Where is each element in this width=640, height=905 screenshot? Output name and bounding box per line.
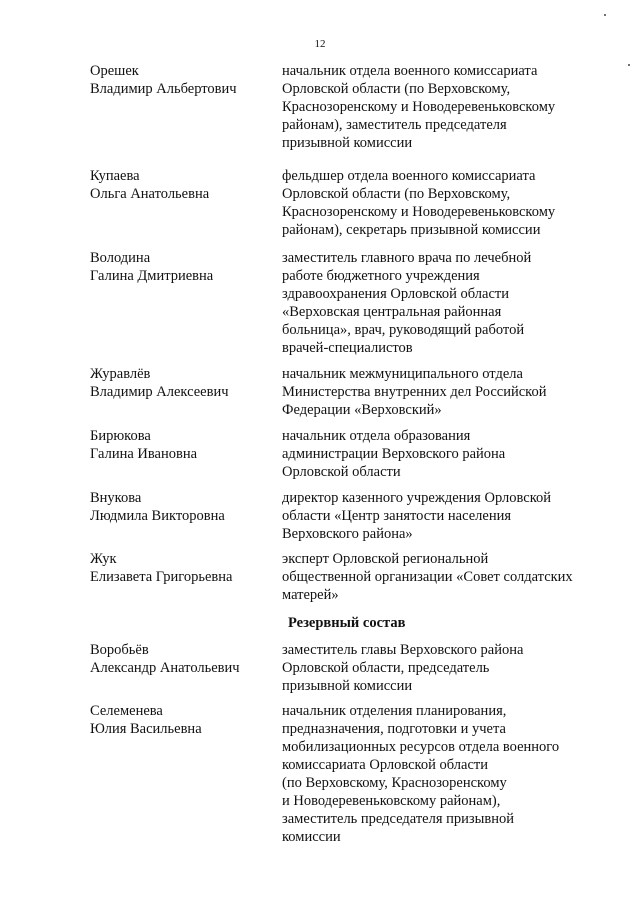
given-names: Галина Ивановна — [90, 446, 198, 462]
given-names: Галина Дмитриевна — [90, 268, 214, 284]
surname: Орешек — [90, 63, 139, 79]
surname: Воробьёв — [90, 642, 149, 658]
given-names: Александр Анатольевич — [90, 660, 240, 676]
member-role — [282, 489, 602, 543]
role-line: призывной комиссии — [282, 135, 413, 151]
role-line: начальник отделения планирования, — [282, 703, 507, 719]
role-line: директор казенного учреждения Орловской — [282, 490, 552, 506]
member-role — [282, 249, 602, 357]
surname: Жук — [90, 551, 117, 567]
role-line: «Верховская центральная районная — [282, 304, 502, 320]
given-names: Владимир Альбертович — [90, 81, 237, 97]
member-role — [282, 641, 602, 695]
role-line: фельдшер отдела военного комиссариата — [282, 168, 536, 184]
role-line: области «Центр занятости населения — [282, 508, 512, 524]
given-names: Ольга Анатольевна — [90, 186, 210, 202]
role-line: работе бюджетного учреждения — [282, 268, 480, 284]
surname: Бирюкова — [90, 428, 151, 444]
member-role — [282, 550, 602, 604]
role-line: Краснозоренскому и Новодеревеньковскому — [282, 204, 556, 220]
member-name — [90, 167, 275, 203]
role-line: Верховского района» — [282, 526, 413, 542]
role-line: мобилизационных ресурсов отдела военного — [282, 739, 560, 755]
role-line: Министерства внутренних дел Российской — [282, 384, 547, 400]
member-name — [90, 62, 275, 98]
page-number: 12 — [314, 38, 326, 50]
role-line: районам), заместитель председателя — [282, 117, 507, 133]
role-line: и Новодеревеньковскому районам), — [282, 793, 501, 809]
scan-speck — [604, 14, 606, 16]
role-line: заместитель председателя призывной — [282, 811, 514, 827]
member-name — [90, 365, 275, 401]
role-line: Орловской области (по Верховскому, — [282, 186, 511, 202]
role-line: Орловской области (по Верховскому, — [282, 81, 511, 97]
member-role — [282, 167, 602, 239]
role-line: (по Верховскому, Краснозоренскому — [282, 775, 507, 791]
role-line: заместитель главы Верховского района — [282, 642, 524, 658]
role-line: предназначения, подготовки и учета — [282, 721, 506, 737]
member-name — [90, 489, 275, 525]
surname: Внукова — [90, 490, 142, 506]
role-line: администрации Верховского района — [282, 446, 506, 462]
given-names: Владимир Алексеевич — [90, 384, 229, 400]
member-name — [90, 427, 275, 463]
member-role — [282, 702, 602, 846]
role-line: Федерации «Верховский» — [282, 402, 442, 418]
member-role — [282, 427, 602, 481]
member-name — [90, 249, 275, 285]
scan-speck — [628, 64, 630, 66]
role-line: начальник отдела военного комиссариата — [282, 63, 538, 79]
given-names: Людмила Викторовна — [90, 508, 225, 524]
role-line: Орловской области, председатель — [282, 660, 490, 676]
surname: Журавлёв — [90, 366, 151, 382]
role-line: общественной организации «Совет солдатских — [282, 569, 573, 585]
surname: Купаева — [90, 168, 140, 184]
role-line: врачей-специалистов — [282, 340, 413, 356]
role-line: Краснозоренскому и Новодеревеньковскому — [282, 99, 556, 115]
given-names: Елизавета Григорьевна — [90, 569, 233, 585]
role-line: заместитель главного врача по лечебной — [282, 250, 532, 266]
role-line: Орловской области — [282, 464, 401, 480]
role-line: начальник межмуниципального отдела — [282, 366, 523, 382]
given-names: Юлия Васильевна — [90, 721, 202, 737]
role-line: больница», врач, руководящий работой — [282, 322, 525, 338]
role-line: матерей» — [282, 587, 339, 603]
role-line: районам), секретарь призывной комиссии — [282, 222, 541, 238]
role-line: эксперт Орловской региональной — [282, 551, 489, 567]
role-line: здравоохранения Орловской области — [282, 286, 509, 302]
role-line: начальник отдела образования — [282, 428, 471, 444]
surname: Володина — [90, 250, 151, 266]
role-line: призывной комиссии — [282, 678, 413, 694]
member-name — [90, 641, 275, 677]
member-role — [282, 365, 602, 419]
member-role — [282, 62, 602, 152]
role-line: комиссии — [282, 829, 341, 845]
role-line: комиссариата Орловской области — [282, 757, 488, 773]
reserve-section-heading: Резервный состав — [288, 615, 406, 631]
member-name — [90, 702, 275, 738]
member-name — [90, 550, 275, 586]
surname: Селеменева — [90, 703, 163, 719]
